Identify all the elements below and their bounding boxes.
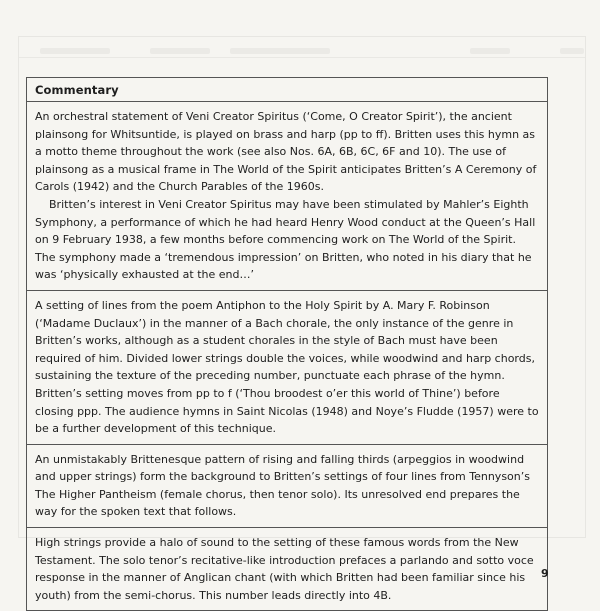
commentary-row-4 — [27, 528, 547, 610]
commentary-paragraph: Britten’s interest in Veni Creator Spiritus may have been stimulated by Mahler’s Eighth Symphony, a performance of which he had heard Henry Wood conduct at the Queen’s Hall on 9 February 1938, a few months before commencing work on The World of the Spirit. The symphony made a ‘tremendous impression’ on Britten, who noted in his diary that he was ‘physically exhausted at the end…’ — [35, 197, 536, 282]
commentary-paragraph: An orchestral statement of Veni Creator Spiritus (‘Come, O Creator Spirit’), the ancient plainsong for Whitsuntide, is played on brass and harp (pp to ff). Britten uses this hymn as a motto theme throughout the work (see also Nos. 6A, 6B, 6C, 6F and 10). The use of plainsong as a musical frame in The World of the Spirit anticipates Britten’s A Ceremony of Carols (1942) and the Church Parables of the 1960s. — [35, 110, 537, 194]
commentary-paragraph: An unmistakably Brittenesque pattern of rising and falling thirds (arpeggios in woodwind and upper strings) form the background to Britten’s settings of four lines from Tennyson’s The Higher Pantheism (female chorus, then tenor solo). Its unresolved end prepares the way for the spoken text that follows. — [35, 452, 530, 519]
commentary-row-2 — [27, 291, 547, 445]
page-number: 9 — [541, 567, 549, 580]
commentary-header: Commentary — [27, 78, 547, 102]
commentary-table — [26, 77, 548, 611]
commentary-paragraph: High strings provide a halo of sound to the setting of these famous words from the New Testament. The solo tenor’s recitative-like introduction prefaces a parlando and sotto voce response in the manner of Anglican chant (with which Britten had been familiar since his youth) from the semi-chorus. This number leads directly into 4B. — [35, 536, 534, 602]
commentary-row-1 — [27, 102, 547, 291]
commentary-row-3 — [27, 445, 547, 528]
commentary-paragraph: A setting of lines from the poem Antiphon to the Holy Spirit by A. Mary F. Robinson (‘Madame Duclaux’) in the manner of a Bach chorale, the only instance of the genre in Britten’s works, although as a student chorales in the style of Bach must have been required of him. Divided lower strings double the voices, while woodwind and harp chords, sustaining the texture of the preceding number, punctuate each phrase of the hymn. Britten’s setting moves from pp to f (‘Thou broodest o’er this world of Thine’) before closing ppp. The audience hymns in Saint Nicolas (1948) and Noye’s Fludde (1957) were to be a further development of this technique. — [35, 298, 539, 436]
